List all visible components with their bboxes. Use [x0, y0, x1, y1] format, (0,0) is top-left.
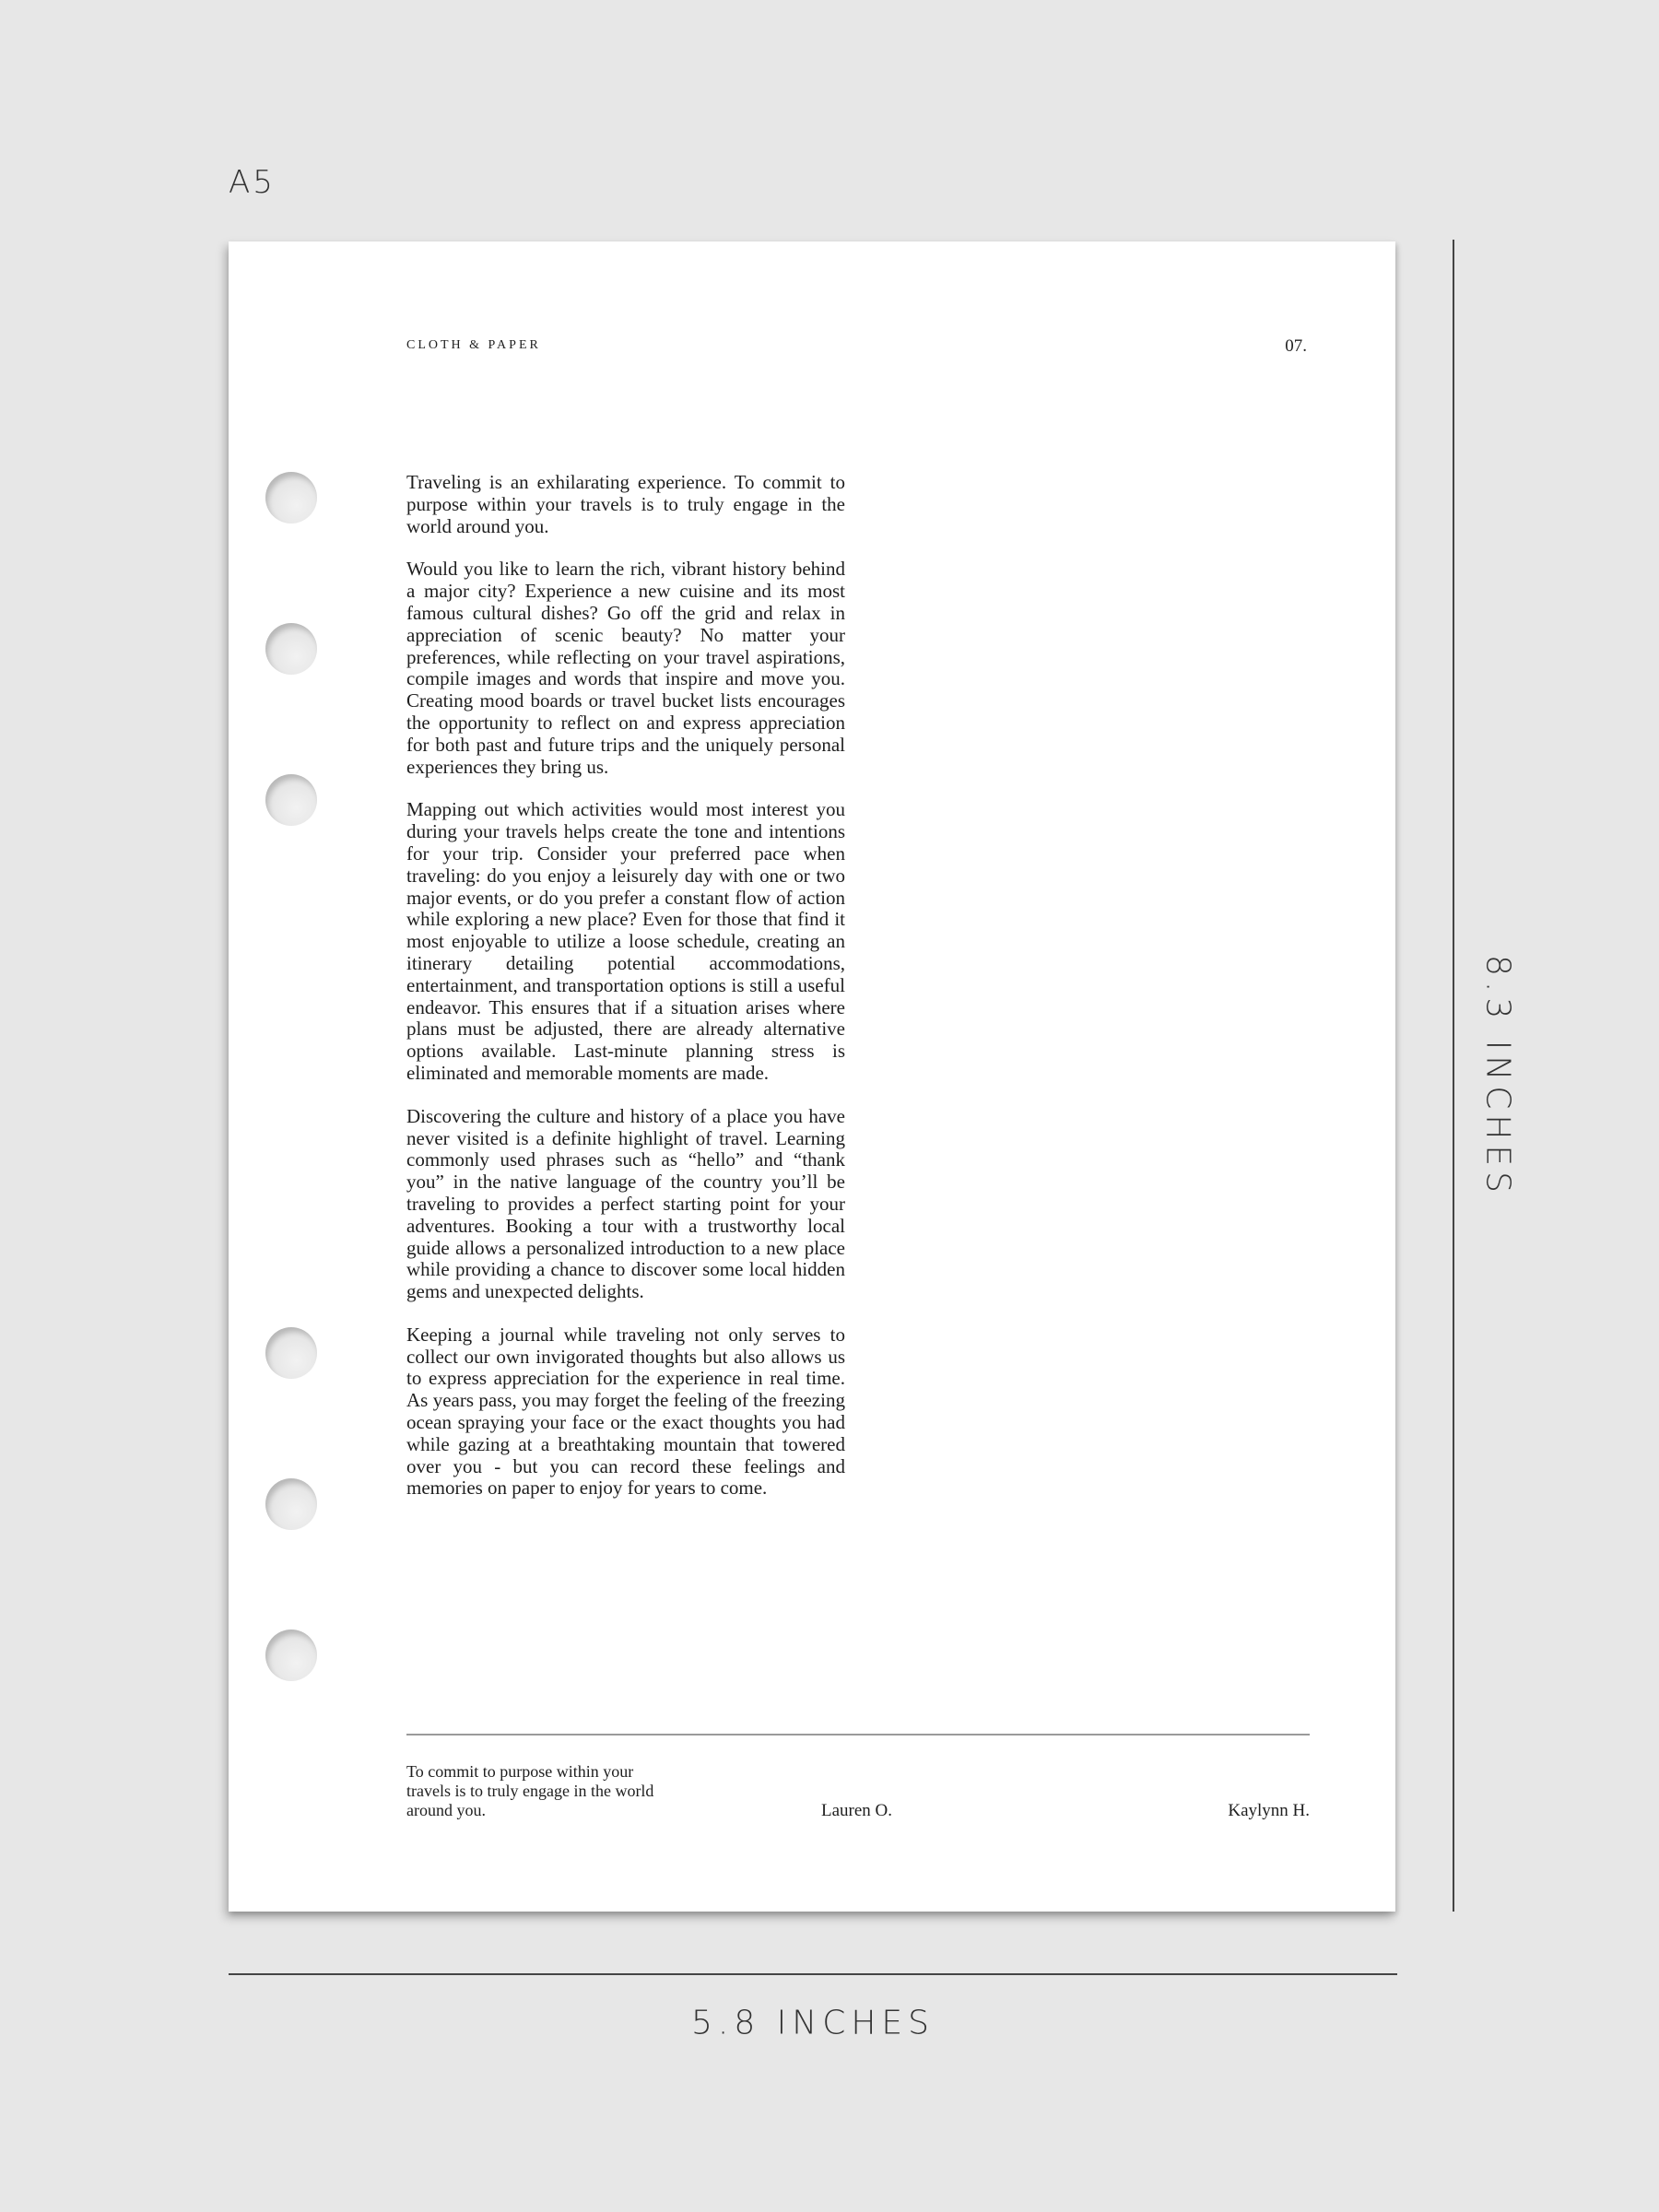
- width-dimension-label: 5.8 INCHES: [690, 2004, 935, 2042]
- binder-hole-1: [265, 472, 317, 524]
- planner-page: [229, 241, 1395, 1912]
- paragraph-2: Would you like to learn the rich, vibrant history behind a major city? Experience a new cuisine and its most famous cultural dishes? Go off the grid and relax in appreciation of scenic beauty? No matter your preferences, while reflecting on your travel aspirations, compile images and words that inspire and move you. Creating mood boards or travel bucket lists encourages the opportunity to reflect on and express appreciation for both past and future trips and the uniquely personal experiences they bring us.: [406, 558, 845, 778]
- footer-author-2: Kaylynn H.: [1228, 1801, 1310, 1820]
- binder-hole-5: [265, 1478, 317, 1530]
- binder-hole-2: [265, 623, 317, 675]
- footer-author-1: Lauren O.: [821, 1801, 893, 1820]
- binder-hole-6: [265, 1630, 317, 1681]
- height-dimension-label: 8.3 INCHES: [1478, 954, 1517, 1199]
- paper-size-label: A5: [229, 164, 276, 201]
- binder-hole-4: [265, 1327, 317, 1379]
- brand-header: CLOTH & PAPER: [406, 338, 541, 352]
- paragraph-4: Discovering the culture and history of a place you have never visited is a definite highlight of travel. Learning commonly used phrases such as “hello” and “thank you” in the native language of the country you’ll be traveling to provides a perfect starting point for your adventures. Booking a tour with a trustworthy local guide allows a personalized introduction to a new place while providing a chance to discover some local hidden gems and unexpected delights.: [406, 1104, 845, 1303]
- footer-quote: To commit to purpose within your travels is to truly engage in the world around you.: [406, 1762, 654, 1819]
- body-text: [406, 472, 845, 1521]
- height-dimension-line: [1453, 240, 1454, 1912]
- page-number: 07.: [1285, 336, 1307, 356]
- width-dimension-line: [229, 1973, 1397, 1975]
- paragraph-3: Mapping out which activities would most interest you during your travels helps create the tone and intentions for your trip. Consider your preferred pace when traveling: do you enjoy a leisurely day with one or two major events, or do you prefer a constant flow of action while exploring a new place? Even for those that find it most enjoyable to utilize a loose schedule, creating an itinerary detailing potential accommodations, entertainment, and transportation options is still a useful endeavor. This ensures that if a situation arises where plans must be adjusted, there are already alternative options available. Last-minute planning stress is eliminated and memorable moments are made.: [406, 798, 845, 1084]
- paragraph-5: Keeping a journal while traveling not only serves to collect our own invigorated thoughts but also allows us to express appreciation for the experience in real time. As years pass, you may forget the feeling of the freezing ocean spraying your face or the exact thoughts you had while gazing at a breathtaking mountain that towered over you - but you can record these feelings and memories on paper to enjoy for years to come.: [406, 1323, 845, 1500]
- binder-hole-3: [265, 774, 317, 826]
- paragraph-1: Traveling is an exhilarating experience. To commit to purpose within your travels is to truly engage in the world around you.: [406, 471, 845, 537]
- footer-divider: [406, 1734, 1310, 1735]
